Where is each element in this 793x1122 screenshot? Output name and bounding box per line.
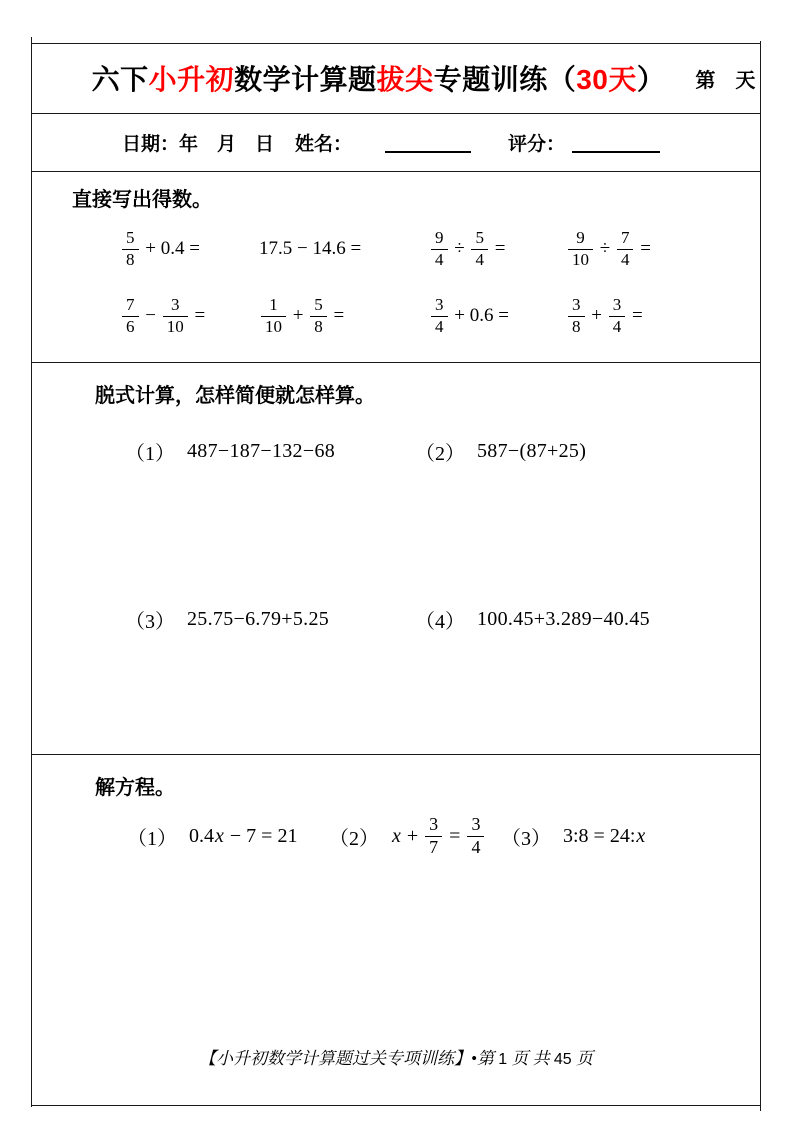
math-text: + 0.6 = (449, 305, 509, 326)
equation-problem (127, 822, 329, 851)
footer-text: 【小升初数学计算题过关专项训练】•第 (199, 1049, 499, 1068)
title-segment: 数学计算题 (234, 64, 377, 95)
math-text: − 7 = 21 (224, 824, 298, 847)
stepwise-problem (125, 437, 415, 466)
math-text: = (627, 305, 643, 326)
math-text: + 0.4 = (140, 238, 200, 259)
oral-problem (429, 295, 566, 337)
page-border-right (760, 41, 761, 1111)
stepwise-problem (415, 437, 586, 466)
math-text: ÷ (595, 238, 615, 259)
fraction: $\frac{7}{6}$ (122, 295, 139, 337)
math-text: + (288, 305, 309, 326)
math-text: = (489, 238, 506, 259)
stepwise-row (31, 605, 761, 634)
problem-label: （2） (329, 827, 379, 850)
title-segment-highlight: 30天 (576, 64, 637, 95)
name-label: 姓名： (295, 133, 353, 155)
section1-bottom-line (31, 362, 761, 363)
fraction: $\frac{5}{4}$ (471, 228, 488, 270)
equation-problem (501, 822, 646, 851)
info-bar (31, 113, 761, 171)
oral-problem (259, 238, 429, 260)
oral-row (31, 287, 761, 345)
equation-expression (189, 825, 297, 848)
fraction: $\frac{3}{4}$ (467, 814, 484, 858)
problem-label: （4） (415, 611, 465, 633)
problem-label: （2） (415, 443, 465, 465)
stepwise-row (31, 437, 761, 466)
equation-problem (329, 814, 501, 858)
oral-row (31, 220, 761, 278)
fraction: $\frac{1}{10}$ (261, 295, 286, 337)
page-bottom-line (31, 1105, 761, 1106)
fraction: $\frac{5}{8}$ (122, 228, 139, 270)
oral-problem (259, 295, 429, 337)
oral-problem (429, 228, 566, 270)
equations-row (31, 805, 761, 867)
math-variable: x (636, 824, 646, 847)
title-segment: 专题训练（ (433, 64, 577, 95)
math-text: 3:8 = 24: (563, 824, 636, 847)
math-text: + (401, 824, 424, 847)
oral-problem (120, 228, 259, 270)
math-text: − (140, 305, 161, 326)
fraction: $\frac{5}{8}$ (310, 295, 327, 337)
math-variable: x (215, 824, 224, 847)
problem-label: （1） (125, 443, 175, 465)
math-variable: x (392, 824, 401, 847)
section-heading-equations: 解方程。 (95, 777, 175, 799)
problem-expression: 25.75−6.79+5.25 (187, 608, 330, 630)
title-segment-highlight: 拔尖 (376, 64, 434, 95)
math-text: = (189, 305, 206, 326)
section-heading-oral: 直接写出得数。 (72, 189, 212, 211)
fraction: $\frac{3}{8}$ (568, 295, 585, 337)
page-title (92, 58, 666, 98)
footer-text: 页 (571, 1049, 593, 1068)
title-segment-highlight: 小升初 (148, 64, 235, 95)
date-label: 日期：年 月 日 (122, 133, 275, 155)
problem-label: （1） (127, 827, 177, 850)
footer-text: 页 共 (507, 1049, 554, 1068)
stepwise-problem (125, 605, 415, 634)
title-segment: 六下 (91, 64, 149, 95)
problem-expression: 587−(87+25) (477, 440, 587, 462)
equation-expression (563, 825, 646, 848)
section2-bottom-line (31, 754, 761, 755)
score-label: 评分： (508, 133, 566, 155)
problem-label: （3） (125, 611, 175, 633)
oral-problem (566, 228, 651, 270)
fraction: $\frac{7}{4}$ (617, 228, 634, 270)
math-text: = (635, 238, 651, 259)
page-border-left (31, 37, 32, 1107)
math-text: 17.5 − 14.6 = (259, 238, 362, 259)
equation-expression (391, 814, 486, 858)
fraction: $\frac{9}{4}$ (431, 228, 448, 270)
section-heading-stepwise: 脱式计算，怎样简便就怎样算。 (95, 385, 375, 407)
fraction: $\frac{3}{4}$ (431, 295, 448, 337)
oral-problem (120, 295, 259, 337)
fraction: $\frac{3}{10}$ (163, 295, 188, 337)
name-blank-field (385, 131, 471, 153)
fraction: $\frac{9}{10}$ (568, 228, 593, 270)
fraction: $\frac{3}{7}$ (425, 814, 442, 858)
day-number-label: 第 天 (695, 69, 756, 92)
title-row (31, 43, 761, 113)
math-text: = (328, 305, 345, 326)
stepwise-problem (415, 605, 650, 634)
math-text: 0.4 (189, 824, 214, 847)
math-text: = (444, 824, 466, 847)
math-text: ÷ (449, 238, 470, 259)
page-footer (31, 1044, 761, 1069)
info-bar-bottom-line (31, 171, 761, 172)
fraction: $\frac{3}{4}$ (609, 295, 626, 337)
problem-expression: 487−187−132−68 (187, 440, 336, 462)
problem-label: （3） (501, 827, 551, 850)
oral-problem (566, 295, 643, 337)
title-segment: ） (636, 64, 666, 95)
footer-page-number: 1 (498, 1051, 508, 1068)
problem-expression: 100.45+3.289−40.45 (477, 608, 650, 630)
score-blank-field (572, 131, 660, 153)
footer-total-pages: 45 (553, 1051, 572, 1068)
math-text: + (586, 305, 607, 326)
